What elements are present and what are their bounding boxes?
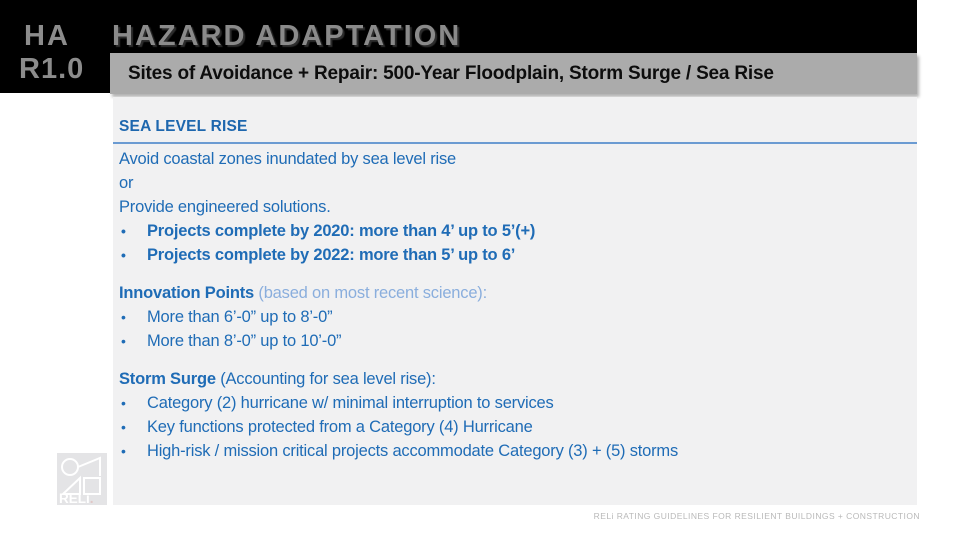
storm-surge-heading-note: (Accounting for sea level rise): bbox=[215, 370, 436, 388]
bullet-icon: • bbox=[121, 443, 126, 459]
intro-line-1: Avoid coastal zones inundated by sea level rise bbox=[119, 150, 457, 168]
credit-code-ha: HA bbox=[24, 20, 70, 52]
reli-logo-wordmark: RELi. bbox=[59, 491, 94, 506]
storm-surge-bullet-3: High-risk / mission critical projects accommodate Category (3) + (5) storms bbox=[147, 442, 679, 460]
deadline-bullet-list bbox=[119, 219, 907, 267]
intro-line-3: Provide engineered solutions. bbox=[119, 198, 331, 216]
section-divider bbox=[113, 142, 917, 144]
list-item bbox=[119, 391, 907, 415]
storm-surge-heading bbox=[119, 367, 907, 391]
list-item bbox=[119, 219, 907, 243]
innovation-bullet-2: More than 8’-0” up to 10’-0” bbox=[147, 332, 342, 350]
bullet-icon: • bbox=[121, 309, 126, 325]
list-item bbox=[119, 415, 907, 439]
intro-line-2: or bbox=[119, 174, 134, 192]
bullet-icon: • bbox=[121, 419, 126, 435]
deadline-bullet-2020: Projects complete by 2020: more than 4’ up to 5’(+) bbox=[147, 222, 536, 240]
bullet-icon: • bbox=[121, 223, 126, 239]
list-item bbox=[119, 439, 907, 463]
page-title: HAZARD ADAPTATION bbox=[112, 20, 462, 52]
storm-surge-bullet-list bbox=[119, 391, 907, 463]
innovation-bullet-list bbox=[119, 305, 907, 353]
credit-code-box bbox=[0, 0, 110, 93]
storm-surge-bullet-2: Key functions protected from a Category (4) Hurricane bbox=[147, 418, 533, 436]
list-item bbox=[119, 305, 907, 329]
reli-logo-icon bbox=[57, 453, 107, 513]
subtitle-bar bbox=[110, 53, 917, 94]
bullet-icon: • bbox=[121, 247, 126, 263]
storm-surge-heading-bold: Storm Surge bbox=[119, 370, 216, 388]
footer-credit-text: RELi RATING GUIDELINES FOR RESILIENT BUILDINGS + CONSTRUCTION bbox=[593, 511, 920, 521]
innovation-points-heading-note: (based on most recent science): bbox=[254, 284, 487, 302]
deadline-bullet-2022: Projects complete by 2022: more than 5’ up to 6’ bbox=[147, 246, 516, 264]
list-item bbox=[119, 243, 907, 267]
innovation-bullet-1: More than 6’-0” up to 8’-0” bbox=[147, 308, 333, 326]
storm-surge-bullet-1: Category (2) hurricane w/ minimal interruption to services bbox=[147, 394, 554, 412]
section-heading-sea-level-rise: SEA LEVEL RISE bbox=[119, 118, 248, 135]
innovation-points-heading-bold: Innovation Points bbox=[119, 284, 255, 302]
bullet-icon: • bbox=[121, 395, 126, 411]
credit-code-r10: R1.0 bbox=[19, 53, 85, 85]
bullet-icon: • bbox=[121, 333, 126, 349]
subtitle-text: Sites of Avoidance + Repair: 500-Year Floodplain, Storm Surge / Sea Rise bbox=[128, 62, 774, 84]
content-panel bbox=[113, 97, 917, 505]
innovation-points-heading bbox=[119, 281, 907, 305]
list-item bbox=[119, 329, 907, 353]
